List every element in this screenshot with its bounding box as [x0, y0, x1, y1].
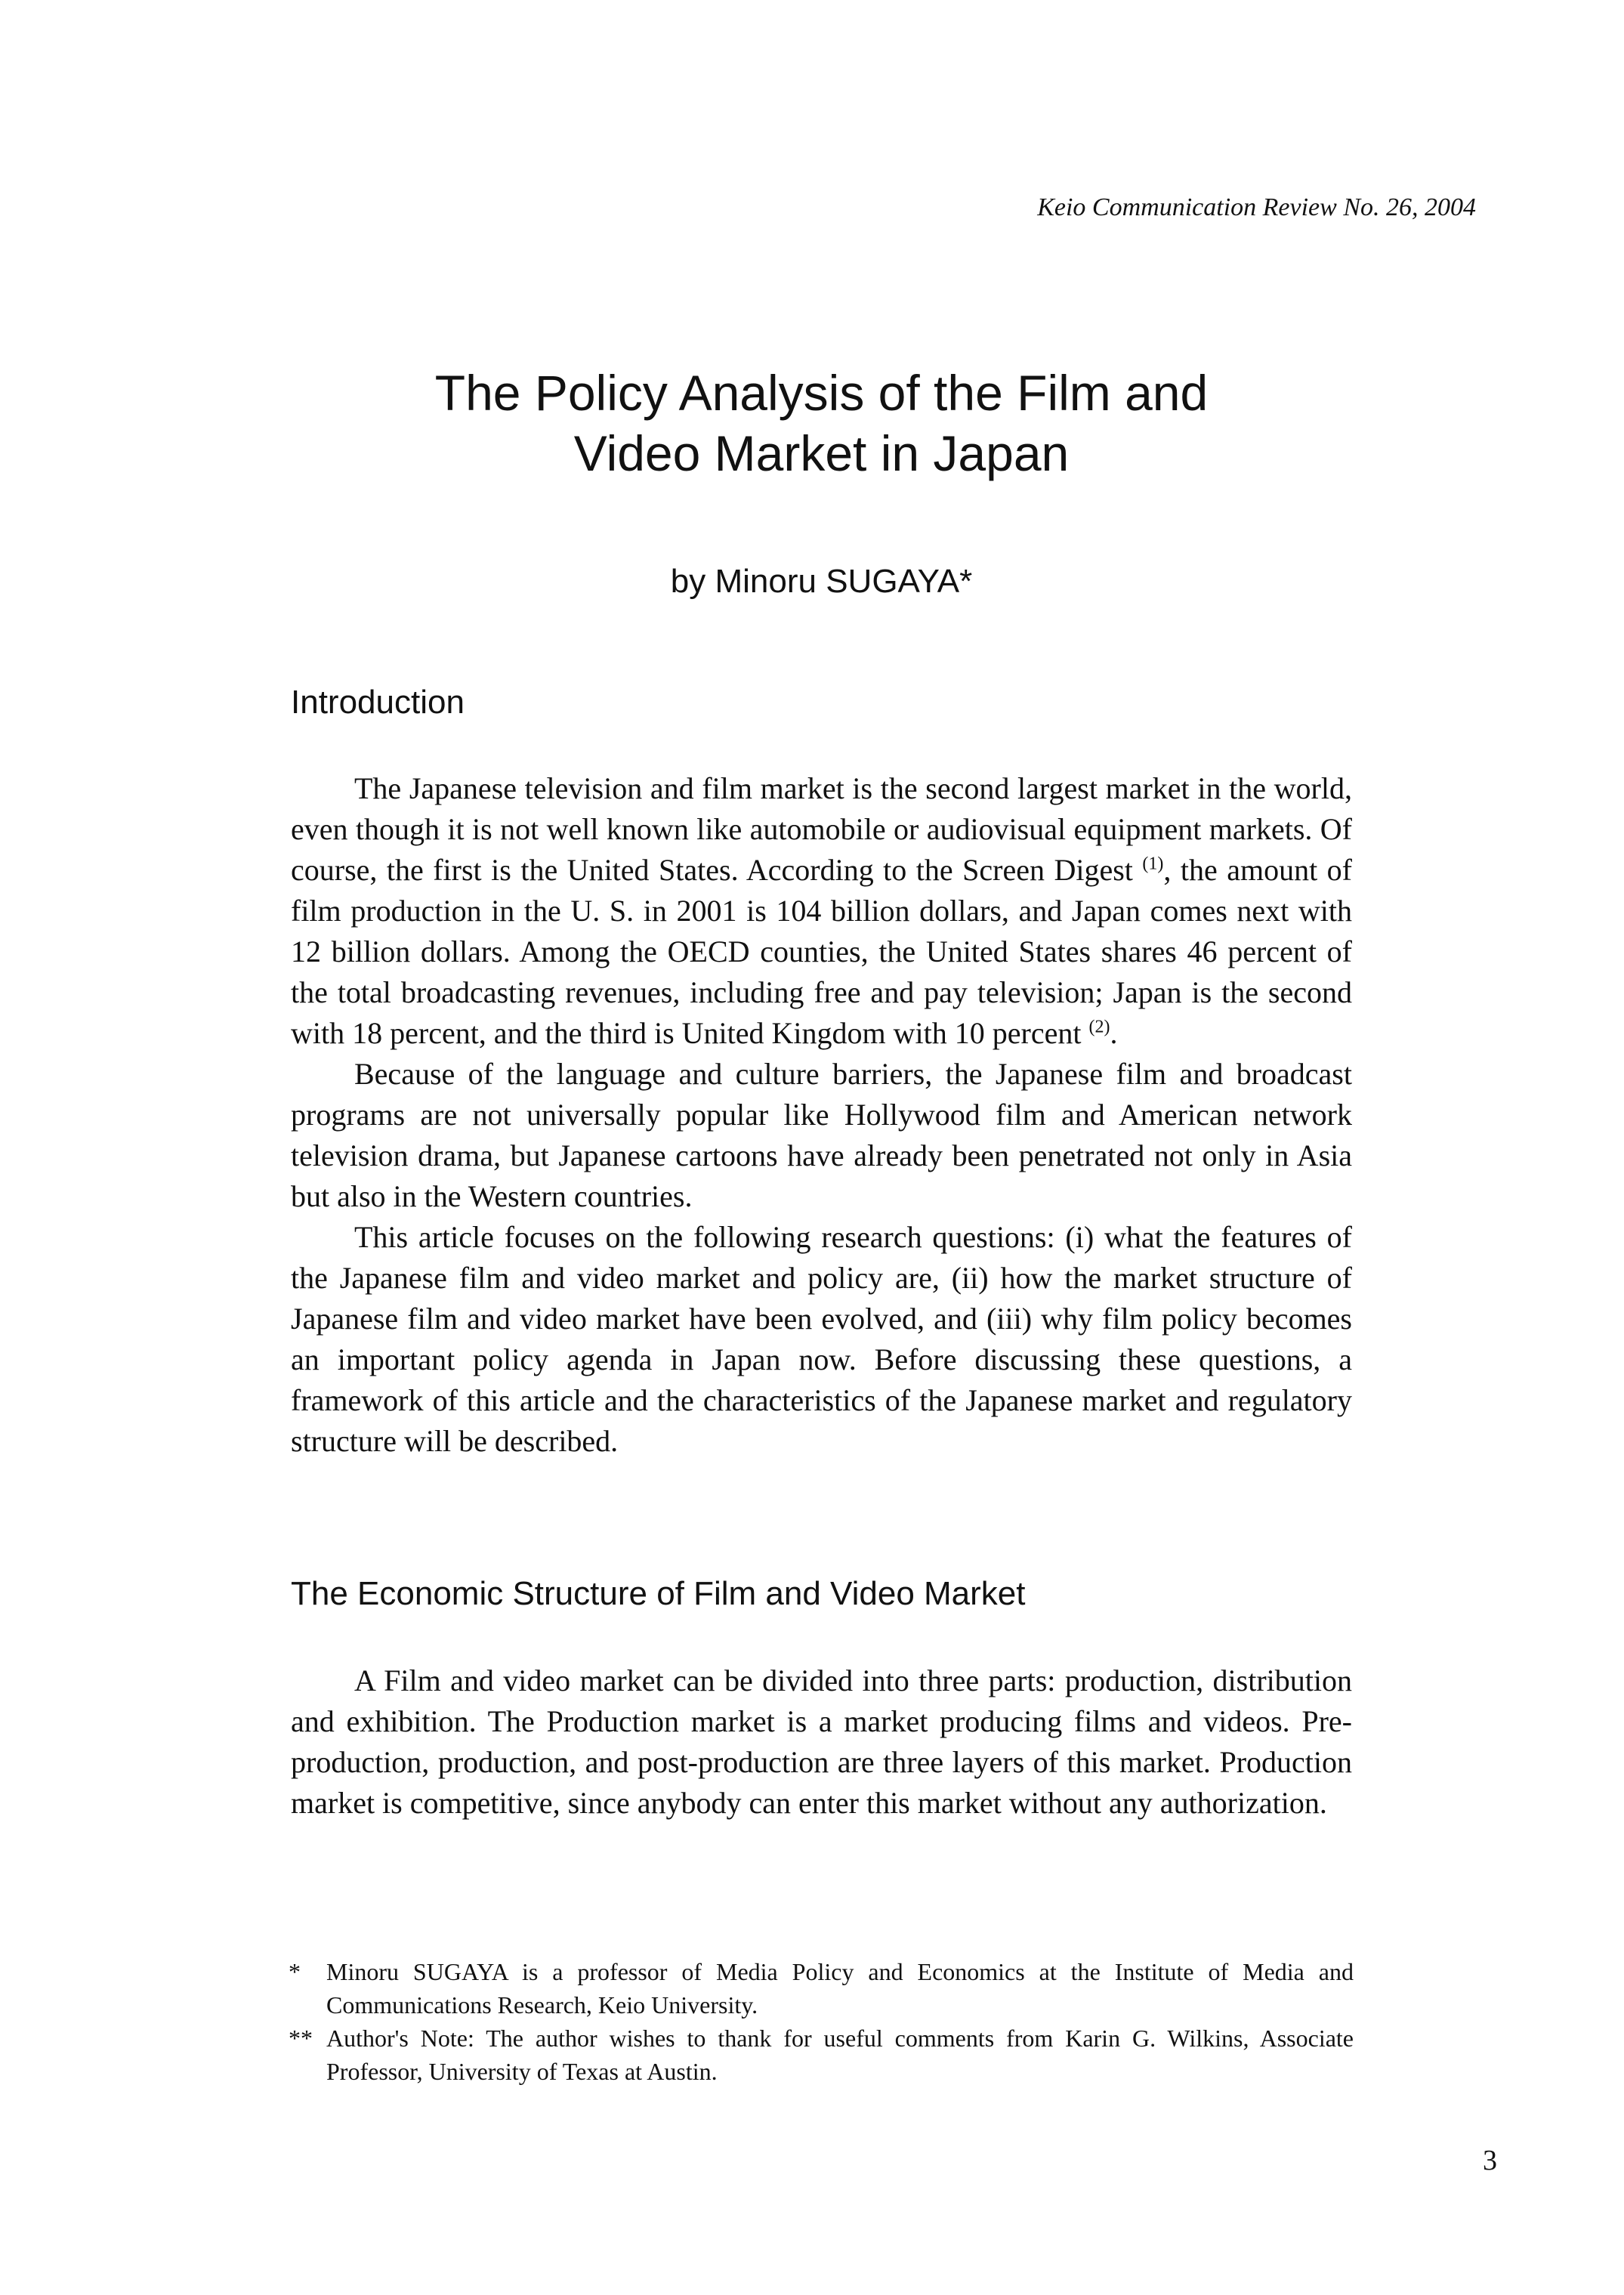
footnote-mark: * [289, 1958, 301, 1985]
introduction-body [291, 768, 1352, 1462]
running-header: Keio Communication Review No. 26, 2004 [1037, 193, 1476, 221]
paper-title [227, 363, 1416, 483]
economic-structure-body [291, 1660, 1352, 1824]
intro-paragraph-3: This article focuses on the following research questions: (i) what the features of the Japanese film and video market and policy are, (ii) how the market structure of Japanese film and video market have been evolved, and (iii) why film policy becomes an important policy agenda in Japan now. Before discussing these questions, a framework of this article and the characteristics of the Japanese market and regulatory structure will be described. [291, 1220, 1352, 1458]
intro-p1-text-c: . [1110, 1016, 1118, 1050]
title-line-1: The Policy Analysis of the Film and [434, 365, 1209, 421]
footnote-text: Minoru SUGAYA is a professor of Media Policy and Economics at the Institute of Media and Communications Research, Keio University. [326, 1958, 1354, 2019]
economic-paragraph-1: A Film and video market can be divided into three parts: production, distribution and exhibition. The Production market is a market producing films and videos. Pre-production, production, and post-production are three layers of this market. Production market is competitive, since anybody can enter this market without any authorization. [291, 1663, 1352, 1820]
author-byline: by Minoru SUGAYA* [670, 563, 973, 600]
section-heading-introduction: Introduction [291, 684, 465, 721]
footnote-ref-1: (1) [1142, 854, 1164, 874]
footnote-ref-2: (2) [1088, 1017, 1110, 1037]
section-heading-economic-structure: The Economic Structure of Film and Video Market [291, 1575, 1026, 1612]
footnote-mark: ** [289, 2025, 313, 2052]
page-number: 3 [1483, 2145, 1497, 2176]
intro-paragraph-1 [291, 768, 1352, 1054]
title-line-2: Video Market in Japan [573, 425, 1070, 481]
footnote [289, 1955, 1354, 2022]
footnotes [289, 1955, 1354, 2088]
footnote [289, 2022, 1354, 2088]
footnote-text: Author's Note: The author wishes to thank for useful comments from Karin G. Wilkins, Associate Professor, University of Texas at Austin. [326, 2025, 1354, 2085]
intro-p1-text-b: , the amount of film production in the U. S. in 2001 is 104 billion dollars, and Japan comes next with 12 billion dollars. Among the OECD counties, the United States shares 46 percent of the total broadcasting revenues, including free and pay television; Japan is the second with 18 percent, and the third is United Kingdom with 10 percent [291, 853, 1352, 1050]
intro-p1-text-a: The Japanese television and film market is the second largest market in the world, even though it is not well known like automobile or audiovisual equipment markets. Of course, the first is the United States. According to the Screen Digest [291, 771, 1352, 887]
intro-paragraph-2: Because of the language and culture barriers, the Japanese film and broadcast programs are not universally popular like Hollywood film and American network television drama, but Japanese cartoons have already been penetrated not only in Asia but also in the Western countries. [291, 1057, 1352, 1213]
